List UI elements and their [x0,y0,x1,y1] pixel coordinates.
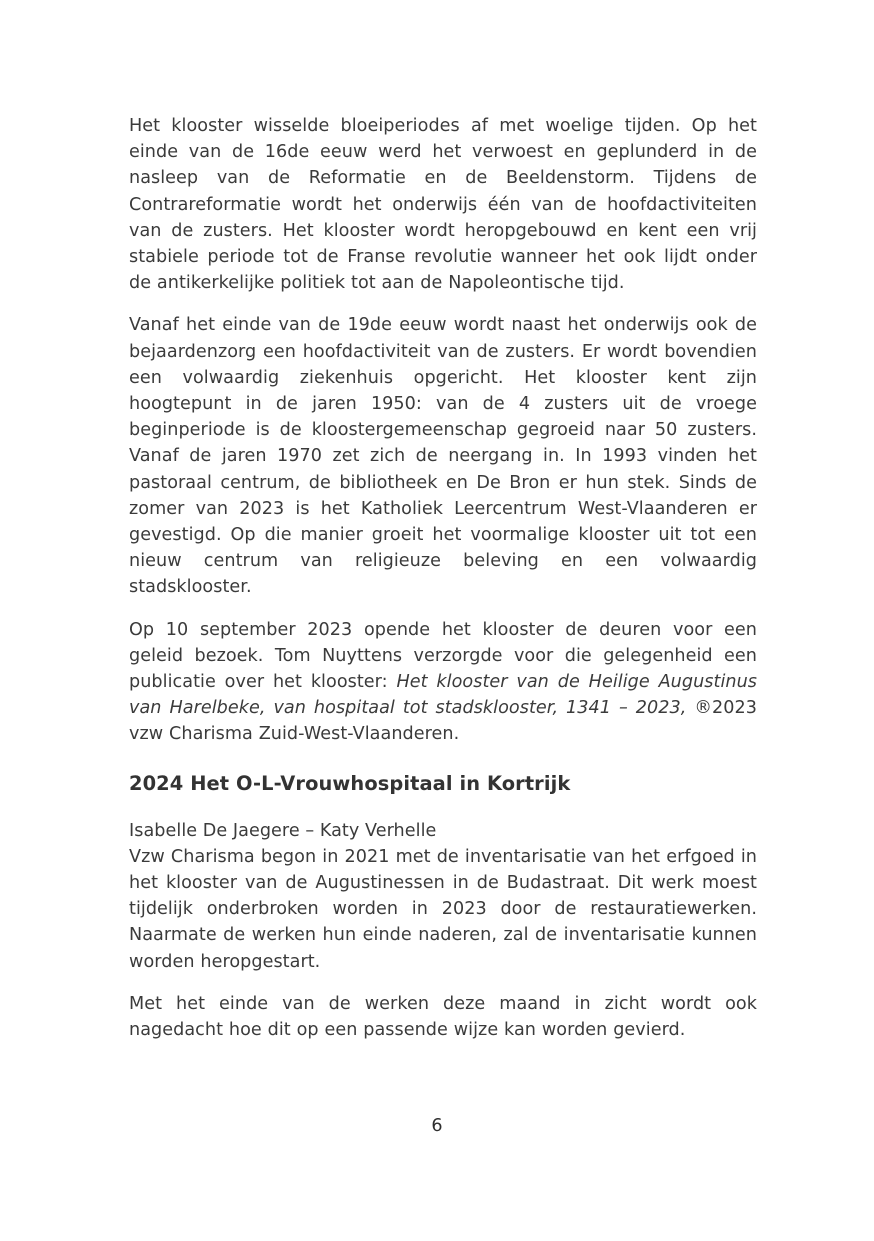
paragraph-vzw-charisma: Vzw Charisma begon in 2021 met de inventarisatie van het erfgoed in het klooster van de Augustinessen in de Budastraat. Dit werk moest tijdelijk onderbroken worden in 2023 door de restauratiewerken. Naarmate de werken hun einde naderen, zal de inventarisatie kunnen worden heropgestart. [129,846,757,972]
section-authors: Isabelle De Jaegere – Katy Verhelle [129,820,437,841]
paragraph-19de-eeuw: Vanaf het einde van de 19de eeuw wordt naast het onderwijs ook de bejaardenzorg een hoofdactiviteit van de zusters. Er wordt bovendien een volwaardig ziekenhuis opgericht. Het klooster kent zijn hoogtepunt in de jaren 1950: van de 4 zusters uit de vroege beginperiode is de kloostergemeenschap gegroeid naar 50 zusters. Vanaf de jaren 1970 zet zich de neergang in. In 1993 vinden het pastoraal centrum, de bibliotheek en De Bron er hun stek. Sinds de zomer van 2023 is het Katholiek Leercentrum West-Vlaanderen er gevestigd. Op die manier groeit het voormalige klooster uit tot een nieuw centrum van religieuze beleving en een volwaardig stadsklooster. [129,315,757,598]
publicatie-copyright-text: ®2023 vzw Charisma Zuid-West-Vlaanderen. [129,698,758,745]
publicatie-lead-text: Op 10 september 2023 opende het klooster de deuren voor een geleid bezoek. Tom Nuyttens verzorgde voor die gelegenheid een publicatie over het klooster: [129,619,757,693]
paragraph-einde-werken: Met het einde van de werken deze maand in zicht wordt ook nagedacht hoe dit op een passende wijze kan worden gevierd. [129,993,757,1041]
publication-title-italic: Het klooster van de Heilige Augustinus van Harelbeke, van hospitaal tot stadsklooster, 1341 – 2023, [129,672,757,719]
paragraph-klooster-history: Het klooster wisselde bloeiperiodes af met woelige tijden. Op het einde van de 16de eeuw werd het verwoest en geplunderd in de nasleep van de Reformatie en de Beeldenstorm. Tijdens de Contrareformatie wordt het onderwijs één van de hoofdactiviteiten van de zusters. Het klooster wordt heropgebouwd en kent een vrij stabiele periode tot de Franse revolutie wanneer het ook lijdt onder de antikerkelijke politiek tot aan de Napoleontische tijd. [129,116,757,294]
paragraph-publicatie [129,617,757,748]
page-number: 6 [431,1116,443,1136]
page-content [129,113,757,1043]
section-heading-2024: 2024 Het O-L-Vrouwhospitaal in Kortrijk [129,771,571,795]
